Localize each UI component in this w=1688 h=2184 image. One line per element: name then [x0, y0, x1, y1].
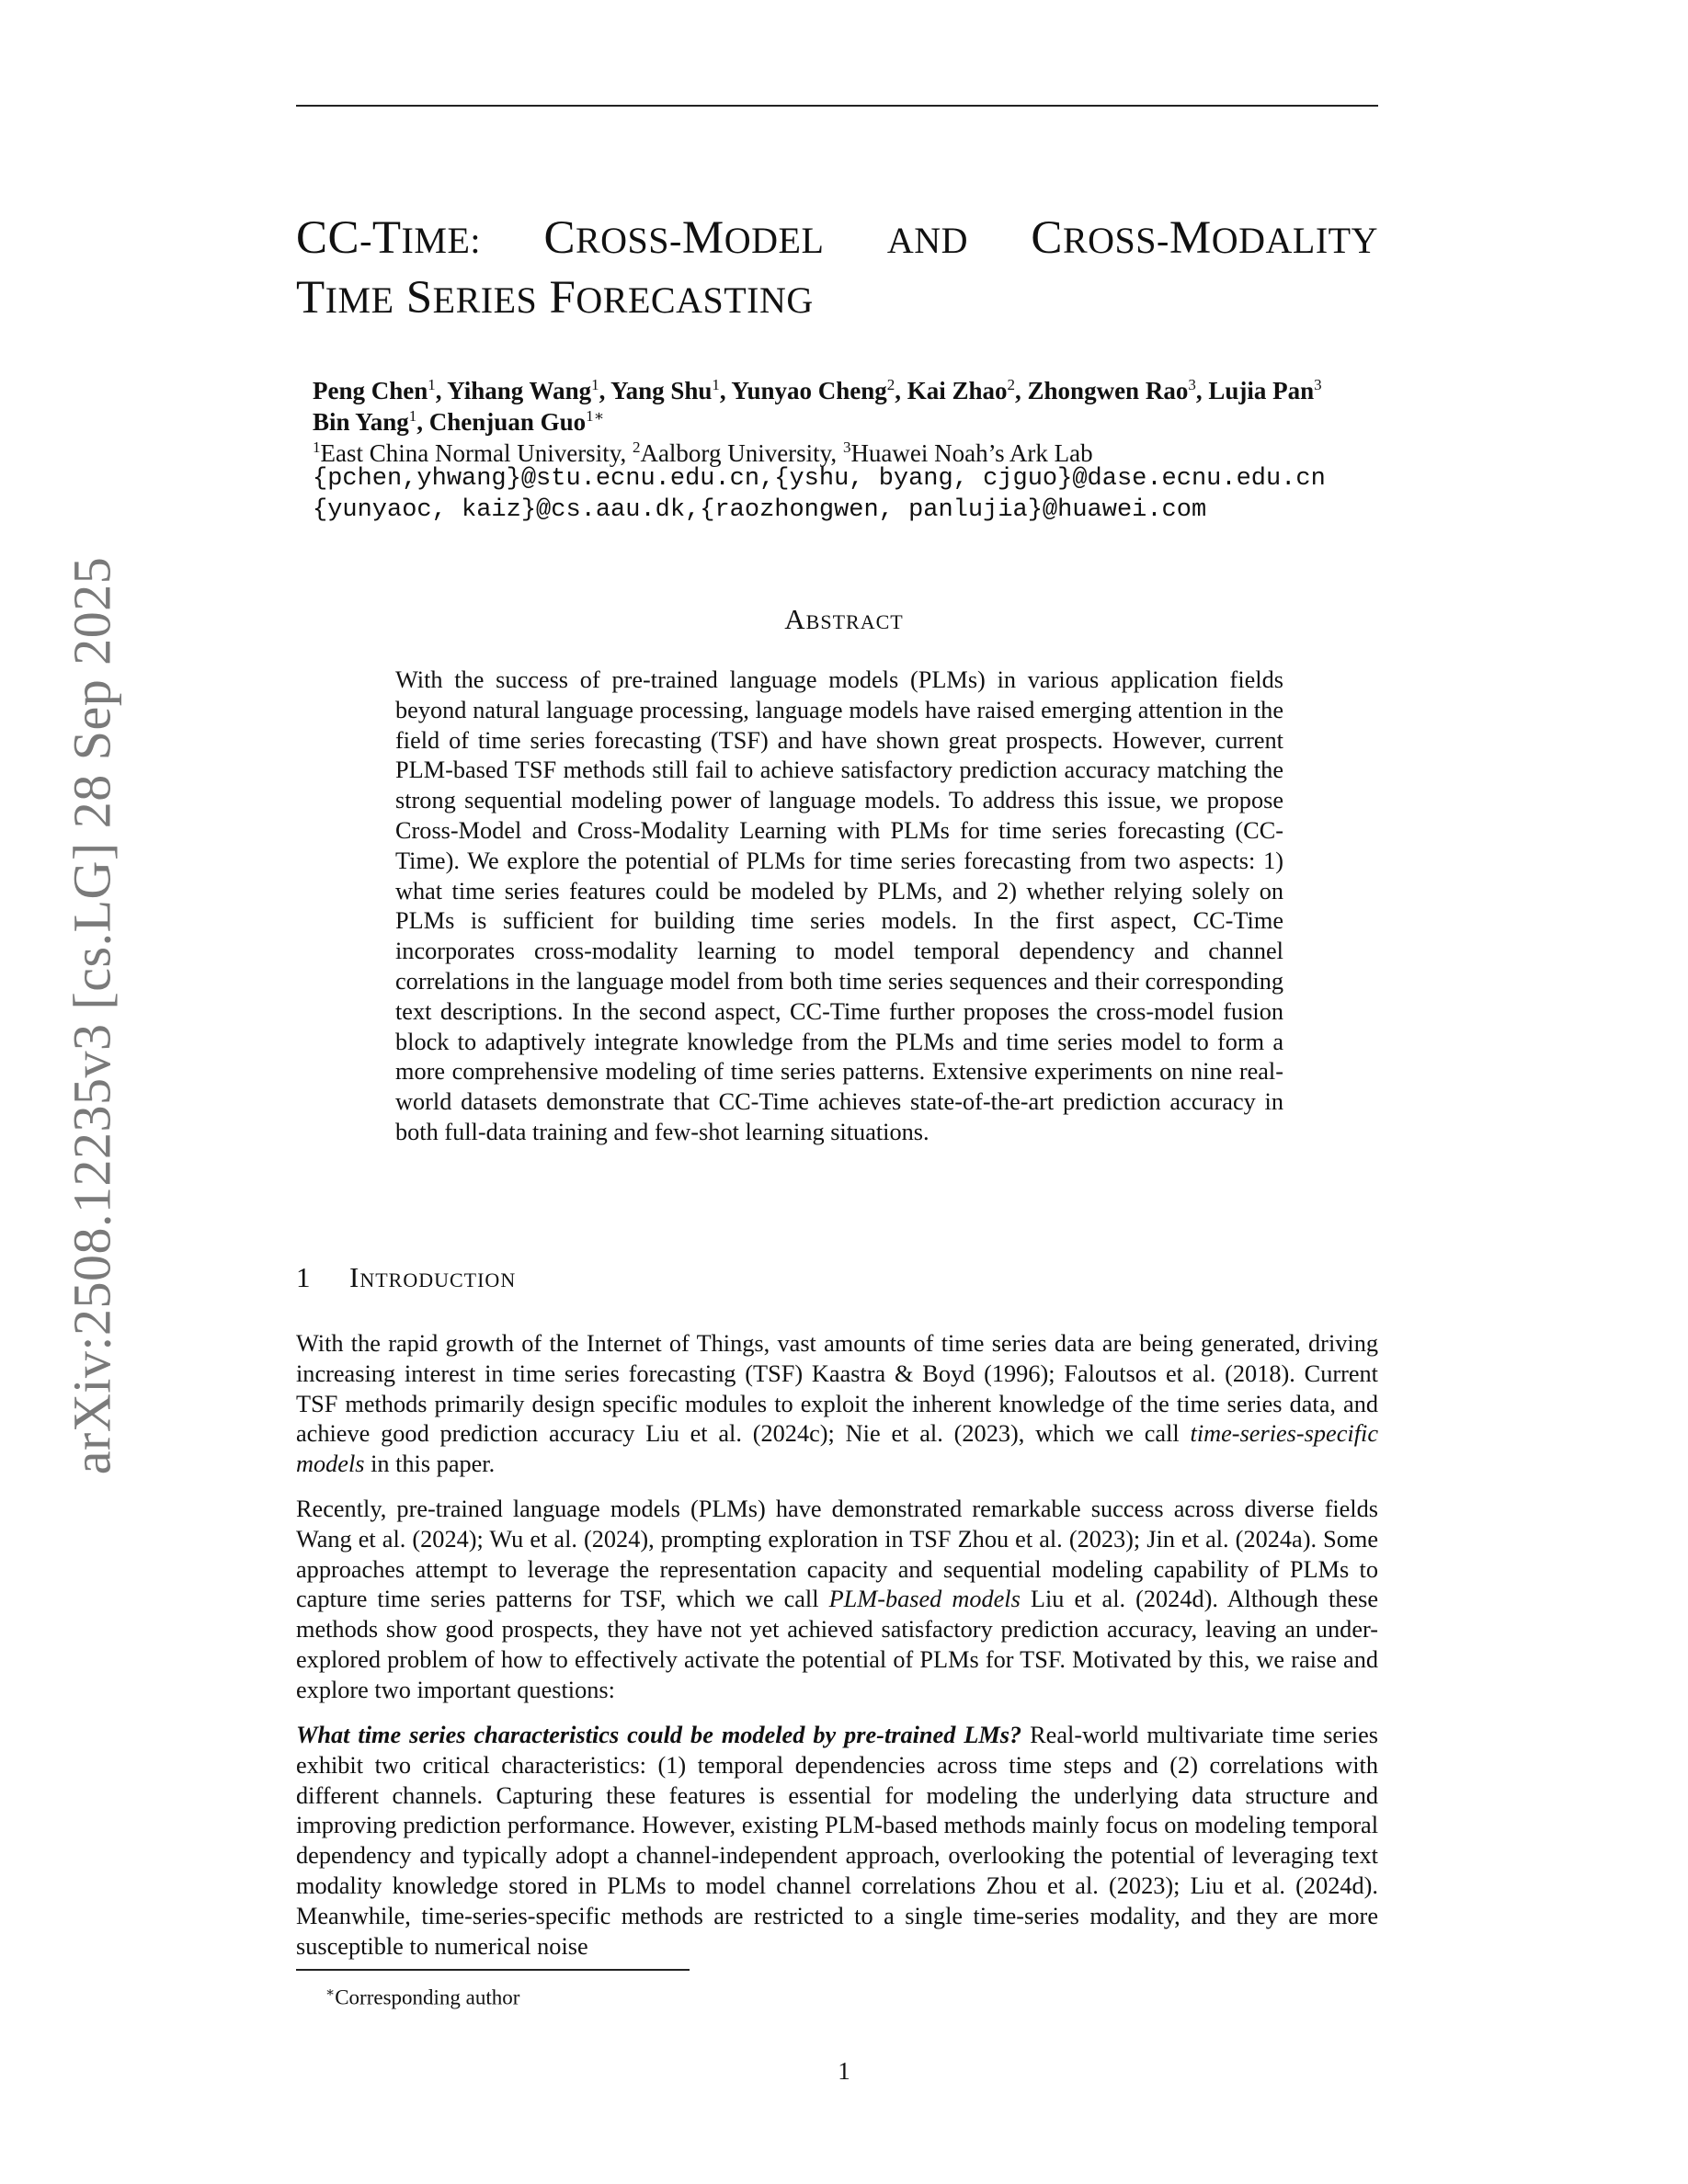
affiliation: Huawei Noah’s Ark Lab — [850, 439, 1093, 467]
section-heading-introduction — [296, 1261, 516, 1294]
title-word-and: AND — [886, 220, 968, 261]
email-line-2: {yunyaoc, kaiz}@cs.aau.dk,{raozhongwen, panlujia}@huawei.com — [313, 496, 1207, 524]
affiliation: East China Normal University, — [320, 439, 627, 467]
author-line-2: Bin Yang$^1$, Chenjuan Guo$^{1∗}$ — [313, 407, 605, 436]
header-rule — [296, 105, 1378, 107]
author: Yang Shu$^1$ — [610, 376, 720, 404]
arxiv-stamp: arXiv:2508.12235v3 [cs.LG] 28 Sep 2025 — [62, 556, 122, 1475]
affiliation: Aalborg University, — [640, 439, 838, 467]
author: Lujia Pan$^3$ — [1208, 376, 1322, 404]
title-line-2: TIME SERIES FORECASTING — [296, 272, 814, 324]
author: Peng Chen$^1$ — [313, 376, 436, 404]
author-line-1: Peng Chen$^1$, Yihang Wang$^1$, Yang Shu$^1$, Yunyao Cheng$^2$, Kai Zhao$^2$, Zhongwen Rao$^3$, Lujia Pan$^3$ — [313, 376, 1322, 404]
intro-paragraph-1: With the rapid growth of the Internet of Things, vast amounts of time series data are being generated, driving increasing interest in time series forecasting (TSF) Kaastra & Boyd (1996); Faloutsos et al. (2018). Current TSF methods primarily design specific modules to exploit the inherent knowledge of the time series data, and achieve good prediction accuracy Liu et al. (2024c); Nie et al. (2023), which we call time-series-specific models in this paper. — [296, 1330, 1378, 1478]
author: Yihang Wang$^1$ — [447, 376, 599, 404]
page-number: 1 — [838, 2057, 850, 2085]
author: Bin Yang$^1$ — [313, 407, 417, 436]
title-word-cross-model: CROSS-MODEL — [543, 212, 825, 264]
question-lead: What time series characteristics could be modeled by pre-trained LMs? — [296, 1722, 1022, 1748]
author: Yunyao Cheng$^2$ — [731, 376, 895, 404]
email-line-1: {pchen,yhwang}@stu.ecnu.edu.cn,{yshu, byang, cjguo}@dase.ecnu.edu.cn — [313, 465, 1326, 493]
paper-title — [296, 210, 1378, 329]
intro-paragraph-3: What time series characteristics could be modeled by pre-trained LMs? Real-world multivariate time series exhibit two critical characteristics: (1) temporal dependencies across time steps and (2) correlations with different channels. Capturing these features is essential for modeling the underlying data structure and improving prediction performance. However, existing PLM-based methods mainly focus on modeling temporal dependency and typically adopt a channel-independent approach, overlooking the potential of leveraging text modality knowledge stored in PLMs to model channel correlations Zhou et al. (2023); Liu et al. (2024d). Meanwhile, time-series-specific methods are restricted to a single time-series modality, and they are more susceptible to numerical noise — [296, 1722, 1378, 1960]
abstract-heading: Abstract — [784, 603, 904, 635]
section-number: 1 — [296, 1261, 312, 1293]
footnote-rule — [296, 1969, 690, 1971]
intro-paragraph-2: Recently, pre-trained language models (PLMs) have demonstrated remarkable success across diverse fields Wang et al. (2024); Wu et al. (2024), prompting exploration in TSF Zhou et al. (2023); Jin et al. (2024a). Some approaches attempt to leverage the representation capacity and sequential modeling capability of PLMs to capture time series patterns for TSF, which we call PLM-based models Liu et al. (2024d). Although these methods show good prospects, they have not yet achieved satisfactory prediction accuracy, leaving an under-explored problem of how to effectively activate the potential of PLMs for TSF. Motivated by this, we raise and explore two important questions: — [296, 1496, 1378, 1703]
affiliations: $^1$East China Normal University, $^2$Aalborg University, $^3$Huawei Noah’s Ark Lab — [313, 438, 1093, 467]
author: Chenjuan Guo$^{1∗}$ — [428, 407, 605, 436]
title-word-cross-modality: CROSS-MODALITY — [1031, 212, 1378, 264]
title-word-cc-time: CC-TIME: — [296, 212, 482, 264]
abstract-body: With the success of pre-trained language models (PLMs) in various application fields beyond natural language processing, language models have raised emerging attention in the field of time series forecasting (TSF) and have shown great prospects. However, current PLM-based TSF methods still fail to achieve satisfactory prediction accuracy matching the strong sequential modeling power of language models. To address this issue, we propose Cross-Model and Cross-Modality Learning with PLMs for time series forecasting (CC-Time). We explore the potential of PLMs for time series forecasting from two aspects: 1) what time series features could be modeled by PLMs, and 2) whether relying solely on PLMs is sufficient for building time series models. In the first aspect, CC-Time incorporates cross-modality learning to model temporal dependency and channel correlations in the language model from both time series sequences and their corresponding text descriptions. In the second aspect, CC-Time further proposes the cross-model fusion block to adaptively integrate knowledge from the PLMs and time series model to form a more comprehensive modeling of time series patterns. Extensive experiments on nine real-world datasets demonstrate that CC-Time achieves state-of-the-art prediction accuracy in both full-data training and few-shot learning situations. — [395, 666, 1283, 1145]
section-title: Introduction — [349, 1261, 517, 1293]
title-line-1 — [296, 210, 1378, 269]
footnote: ∗Corresponding author — [325, 1985, 520, 2009]
author: Kai Zhao$^2$ — [907, 376, 1016, 404]
author: Zhongwen Rao$^3$ — [1027, 376, 1196, 404]
